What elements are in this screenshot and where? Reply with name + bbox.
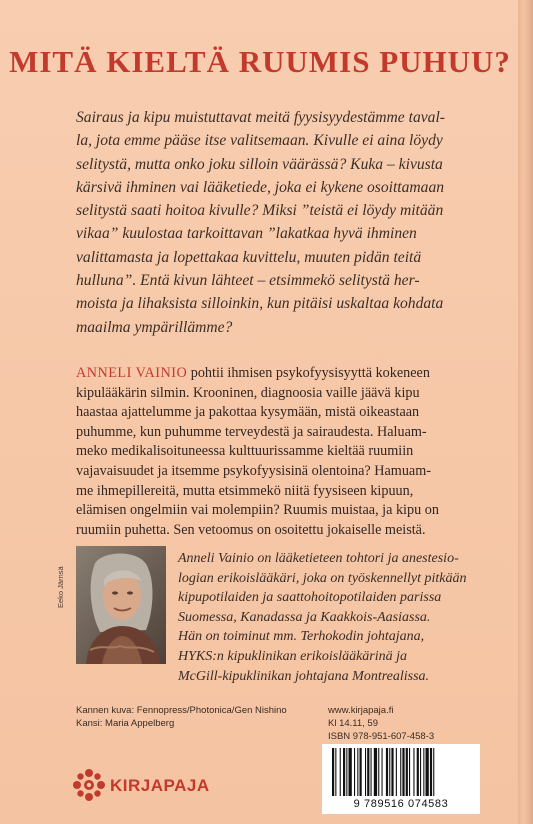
bio-line: kipulääkärin silmin. Krooninen, diagnoosia vaille jäävä kipu	[76, 384, 420, 401]
barcode-bar	[346, 748, 347, 796]
barcode-bar	[420, 748, 421, 796]
barcode-bar	[335, 748, 336, 796]
caption-line: logian erikoislääkäri, joka on työskennellyt pitkään	[178, 570, 467, 586]
lead-line: Sairaus ja kipu muistuttavat meitä fyysisyydestämme taval-	[76, 109, 445, 126]
lead-paragraph	[76, 106, 462, 339]
barcode-bar	[374, 748, 377, 796]
photo-credit: Eeko Järnsä	[56, 566, 65, 608]
lead-line: valittamasta ja lopettakaa kuvittelu, muuten pidän teitä	[76, 248, 422, 266]
bio-line	[76, 364, 462, 384]
barcode-bar	[423, 748, 424, 796]
barcode-bar	[349, 748, 352, 796]
barcode-bar	[402, 748, 404, 796]
author-photo	[76, 546, 166, 664]
author-name: ANNELI VAINIO	[76, 365, 188, 381]
barcode-bar	[426, 748, 429, 796]
bio-line: puhumme, kun puhumme terveydestä ja sairaudesta. Haluam-	[76, 423, 427, 440]
barcode-bar	[343, 748, 345, 796]
publisher-website: www.kirjapaja.fi	[328, 705, 394, 716]
cover-credits	[76, 704, 316, 730]
caption-line: Suomessa, Kanadassa ja Kaakkois-Aasiassa.	[178, 609, 431, 625]
caption-line: Hän on toiminut mm. Terhokodin johtajana,	[178, 629, 425, 645]
lead-line: la, jota emme pääse itse valitsemaan. Kivulle ei aina löydy	[76, 132, 443, 150]
barcode-bar	[340, 748, 341, 796]
barcode-bar	[406, 748, 408, 796]
lead-line: vikaa” kuulostaa tarkoittavan ”lakatkaa hyvä ihminen	[76, 225, 417, 243]
barcode-bar	[357, 748, 358, 796]
bio-line: elämisen ongelmiin vai molempiin? Ruumis muistaa, ja kipu on	[76, 502, 439, 519]
lead-line: kärsivä ihminen vai lääketiede, joka ei kykene osoittamaan	[76, 178, 445, 196]
barcode-bar	[409, 748, 410, 796]
barcode-bar	[371, 748, 372, 796]
caption-line: HYKS:n kipuklinikan erikoislääkärinä ja	[178, 648, 408, 664]
bio-line: haastaa ajattelumme ja pakottaa kysymään, mistä oikeastaan	[76, 404, 420, 421]
page-title: MITÄ KIELTÄ RUUMIS PUHUU?	[9, 44, 511, 79]
barcode-bar	[433, 748, 434, 796]
kirjapaja-emblem-icon	[72, 768, 106, 802]
isbn: ISBN 978-951-607-458-3	[328, 731, 435, 742]
caption-line: McGill-kipuklinikan johtajana Montrealissa.	[178, 668, 430, 684]
lead-line: hulluna”. Entä kivun lähteet – etsimmekö selitystä her-	[76, 272, 420, 290]
bio-line: vajavaisuudet ja itsemme psykofyysisinä olentoina? Hamuam-	[76, 462, 431, 479]
cover-image-credit: Kannen kuva: Fennopress/Photonica/Gen Nishino	[76, 705, 287, 716]
barcode-bars	[322, 744, 480, 798]
lead-line: selitystä saati hoitoa kivulle? Miksi ”teistä ei löydy mitään	[76, 202, 444, 220]
bio-line: me ihmepillereitä, mutta etsimmekö niitä fyysiseen kipuun,	[76, 482, 414, 499]
barcode-digits: 9 789516 074583	[353, 798, 449, 810]
classification-code: Kl 14.11, 59	[328, 718, 379, 729]
barcode-bar	[367, 748, 369, 796]
barcode-bar	[354, 748, 355, 796]
lead-line: selitystä, mutta onko joku silloin väärässä? Kuka – kivusta	[76, 155, 443, 173]
barcode-bar	[413, 748, 414, 796]
barcode-bar	[378, 748, 379, 796]
caption-line: Anneli Vainio on lääketieteen tohtori ja anestesio-	[178, 551, 459, 566]
barcode-bar	[360, 748, 362, 796]
author-bio-paragraph	[76, 364, 462, 540]
spine-edge	[518, 0, 533, 824]
cover-design-credit: Kansi: Maria Appelberg	[76, 718, 175, 729]
barcode-bar	[400, 748, 401, 796]
barcode-bar	[417, 748, 419, 796]
author-caption	[178, 549, 478, 686]
barcode-bar	[391, 748, 393, 796]
barcode-bar	[386, 748, 388, 796]
bio-line: meko medikalisoituneessa kulttuurissamme kieltää ruumiin	[76, 443, 414, 460]
isbn-barcode	[322, 744, 480, 814]
barcode-bar	[389, 748, 390, 796]
publication-meta	[328, 704, 478, 743]
barcode-bar	[396, 748, 397, 796]
barcode-bar	[382, 748, 383, 796]
publisher-logo	[72, 768, 232, 808]
bio-line: ruumiin puhetta. Sen vetoomus on osoitettu jokaiselle meistä.	[76, 521, 426, 538]
caption-line: kipupotilaiden ja saattohoitopotilaiden parissa	[178, 590, 442, 606]
lead-line: maailma ympärillämme?	[76, 318, 233, 336]
publisher-name: KIRJAPAJA	[110, 776, 210, 795]
barcode-bar	[365, 748, 366, 796]
lead-line: moista ja lihaksista silloinkin, kun pitäisi uskaltaa kohdata	[76, 295, 444, 313]
author-portrait-image	[76, 546, 166, 664]
barcode-bar	[430, 748, 432, 796]
barcode-bar	[332, 748, 334, 796]
bio-first-line-rest: pohtii ihmisen psykofyysisyyttä kokeneen	[187, 365, 430, 381]
